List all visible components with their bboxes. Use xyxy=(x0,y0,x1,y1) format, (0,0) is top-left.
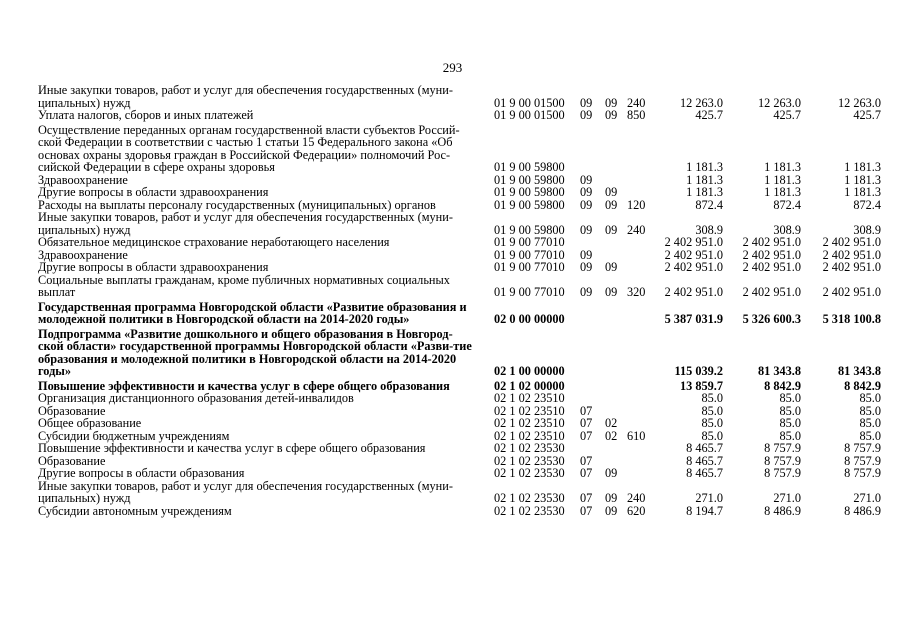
row-name: Государственная программа Новгородской области «Развитие образования и молодежной политики в Новгородской области на 2014-2020 годы» xyxy=(38,299,467,326)
row-name: Другие вопросы в области здравоохранения xyxy=(38,185,269,199)
row-expense-type: 240 xyxy=(627,95,646,110)
row-name: Другие вопросы в области здравоохранения xyxy=(38,260,269,274)
row-expense-type: 320 xyxy=(627,285,646,299)
row-name: Другие вопросы в области образования xyxy=(38,466,245,480)
row-section: 07 xyxy=(580,466,593,480)
row-value-year3: 1 181.3 xyxy=(844,160,881,174)
row-value-year3: 425.7 xyxy=(853,108,881,122)
row-value-year3: 2 402 951.0 xyxy=(822,235,881,249)
row-name: Иные закупки товаров, работ и услуг для обеспечения государственных (муни-ципальных) нужд xyxy=(38,83,453,110)
row-value-year2: 2 402 951.0 xyxy=(742,247,801,262)
row-value-year1: 271.0 xyxy=(695,491,723,505)
row-code: 01 9 00 77010 xyxy=(494,247,565,262)
row-value-year2: 308.9 xyxy=(773,222,801,237)
row-code: 01 9 00 59800 xyxy=(494,197,565,212)
row-value-year3: 5 318 100.8 xyxy=(822,312,881,326)
row-code: 01 9 00 77010 xyxy=(494,285,565,299)
row-code: 02 1 02 00000 xyxy=(494,378,565,393)
row-expense-type: 120 xyxy=(627,197,646,212)
row-code: 02 1 00 00000 xyxy=(494,364,565,378)
table-row xyxy=(38,211,883,236)
row-value-year3: 81 343.8 xyxy=(837,364,881,378)
row-subsection: 09 xyxy=(605,197,618,212)
row-code: 02 0 00 00000 xyxy=(494,312,565,326)
table-row xyxy=(38,301,883,326)
row-subsection: 09 xyxy=(605,491,618,505)
row-value-year3: 2 402 951.0 xyxy=(822,260,881,274)
row-value-year2: 8 486.9 xyxy=(764,503,801,518)
row-code: 02 1 02 23510 xyxy=(494,403,565,418)
row-code: 02 1 02 23530 xyxy=(494,441,565,455)
row-value-year1: 13 859.7 xyxy=(679,378,723,393)
row-expense-type: 610 xyxy=(627,428,646,443)
row-section: 09 xyxy=(580,222,593,237)
row-section: 07 xyxy=(580,428,593,443)
row-value-year2: 85.0 xyxy=(779,391,801,405)
table-row xyxy=(38,467,883,480)
row-value-year3: 8 842.9 xyxy=(844,378,881,393)
table-row xyxy=(38,505,883,518)
table-row xyxy=(38,392,883,405)
row-value-year3: 85.0 xyxy=(859,403,881,418)
row-subsection: 09 xyxy=(605,185,618,199)
row-value-year2: 85.0 xyxy=(779,428,801,443)
row-name: Социальные выплаты гражданам, кроме публичных нормативных социальных выплат xyxy=(38,272,450,299)
table-row xyxy=(38,109,883,122)
row-code: 01 9 00 59800 xyxy=(494,160,565,174)
table-row xyxy=(38,405,883,418)
row-value-year3: 8 757.9 xyxy=(844,441,881,455)
page-number: 293 xyxy=(442,60,463,75)
row-subsection: 02 xyxy=(605,416,618,430)
row-name: Здравоохранение xyxy=(38,172,128,187)
row-subsection: 09 xyxy=(605,95,618,110)
row-section: 07 xyxy=(580,491,593,505)
row-value-year2: 2 402 951.0 xyxy=(742,235,801,249)
table-row xyxy=(38,236,883,249)
row-subsection: 09 xyxy=(605,503,618,518)
row-value-year2: 5 326 600.3 xyxy=(742,312,801,326)
row-name: Обязательное медицинское страхование неработающего населения xyxy=(38,235,390,249)
row-subsection: 02 xyxy=(605,428,618,443)
row-value-year1: 8 465.7 xyxy=(686,441,723,455)
row-expense-type: 620 xyxy=(627,503,646,518)
row-value-year1: 2 402 951.0 xyxy=(664,260,723,274)
row-value-year2: 425.7 xyxy=(773,108,801,122)
row-value-year2: 1 181.3 xyxy=(764,172,801,187)
row-name: Повышение эффективности и качества услуг в сфере общего образования xyxy=(38,378,450,393)
row-section: 07 xyxy=(580,503,593,518)
row-value-year3: 872.4 xyxy=(853,197,881,212)
row-value-year1: 2 402 951.0 xyxy=(664,285,723,299)
row-value-year3: 1 181.3 xyxy=(844,185,881,199)
row-subsection: 09 xyxy=(605,466,618,480)
table-row xyxy=(38,480,883,505)
row-expense-type: 240 xyxy=(627,222,646,237)
row-value-year3: 85.0 xyxy=(859,428,881,443)
row-subsection: 09 xyxy=(605,108,618,122)
row-subsection: 09 xyxy=(605,222,618,237)
row-value-year1: 8 465.7 xyxy=(686,453,723,468)
row-value-year2: 2 402 951.0 xyxy=(742,260,801,274)
row-value-year2: 2 402 951.0 xyxy=(742,285,801,299)
row-name: Субсидии автономным учреждениям xyxy=(38,503,232,518)
row-value-year3: 12 263.0 xyxy=(837,95,881,110)
row-subsection: 09 xyxy=(605,285,618,299)
row-value-year2: 85.0 xyxy=(779,403,801,418)
row-value-year2: 8 757.9 xyxy=(764,441,801,455)
row-section: 09 xyxy=(580,185,593,199)
row-code: 01 9 00 77010 xyxy=(494,260,565,274)
row-section: 07 xyxy=(580,416,593,430)
row-code: 01 9 00 01500 xyxy=(494,95,565,110)
row-value-year1: 8 465.7 xyxy=(686,466,723,480)
row-name: Образование xyxy=(38,403,106,418)
row-value-year2: 85.0 xyxy=(779,416,801,430)
row-expense-type: 850 xyxy=(627,108,646,122)
row-name: Здравоохранение xyxy=(38,247,128,262)
row-value-year2: 8 757.9 xyxy=(764,466,801,480)
row-value-year3: 271.0 xyxy=(853,491,881,505)
row-subsection: 09 xyxy=(605,260,618,274)
row-value-year3: 2 402 951.0 xyxy=(822,285,881,299)
table-row xyxy=(38,261,883,274)
row-section: 09 xyxy=(580,260,593,274)
row-value-year3: 2 402 951.0 xyxy=(822,247,881,262)
row-value-year2: 8 757.9 xyxy=(764,453,801,468)
row-name: Общее образование xyxy=(38,416,142,430)
row-value-year1: 8 194.7 xyxy=(686,503,723,518)
row-value-year1: 12 263.0 xyxy=(679,95,723,110)
row-value-year2: 1 181.3 xyxy=(764,160,801,174)
row-code: 02 1 02 23510 xyxy=(494,428,565,443)
row-value-year1: 308.9 xyxy=(695,222,723,237)
row-value-year1: 872.4 xyxy=(695,197,723,212)
row-value-year3: 8 486.9 xyxy=(844,503,881,518)
row-name: Организация дистанционного образования детей-инвалидов xyxy=(38,391,354,405)
table-row xyxy=(38,124,883,174)
table-row xyxy=(38,442,883,455)
row-code: 01 9 00 01500 xyxy=(494,108,565,122)
row-value-year3: 1 181.3 xyxy=(844,172,881,187)
row-value-year2: 12 263.0 xyxy=(757,95,801,110)
row-value-year1: 425.7 xyxy=(695,108,723,122)
row-section: 09 xyxy=(580,172,593,187)
row-value-year2: 81 343.8 xyxy=(757,364,801,378)
row-name: Образование xyxy=(38,453,106,468)
row-code: 02 1 02 23530 xyxy=(494,491,565,505)
row-section: 09 xyxy=(580,285,593,299)
row-code: 01 9 00 59800 xyxy=(494,172,565,187)
row-value-year1: 2 402 951.0 xyxy=(664,247,723,262)
row-name: Субсидии бюджетным учреждениям xyxy=(38,428,230,443)
row-code: 02 1 02 23510 xyxy=(494,391,565,405)
row-code: 01 9 00 77010 xyxy=(494,235,565,249)
row-value-year3: 85.0 xyxy=(859,391,881,405)
row-value-year1: 2 402 951.0 xyxy=(664,235,723,249)
table-row xyxy=(38,328,883,378)
row-value-year1: 1 181.3 xyxy=(686,160,723,174)
row-section: 07 xyxy=(580,453,593,468)
table-row xyxy=(38,84,883,109)
row-name: Иные закупки товаров, работ и услуг для обеспечения государственных (муни-ципальных) нужд xyxy=(38,210,453,237)
row-code: 02 1 02 23530 xyxy=(494,466,565,480)
row-section: 09 xyxy=(580,247,593,262)
row-section: 09 xyxy=(580,95,593,110)
row-value-year1: 115 039.2 xyxy=(674,364,723,378)
table-row xyxy=(38,274,883,299)
row-value-year1: 5 387 031.9 xyxy=(664,312,723,326)
row-value-year2: 1 181.3 xyxy=(764,185,801,199)
row-section: 09 xyxy=(580,197,593,212)
row-value-year3: 8 757.9 xyxy=(844,453,881,468)
row-code: 01 9 00 59800 xyxy=(494,185,565,199)
row-value-year3: 308.9 xyxy=(853,222,881,237)
row-value-year1: 1 181.3 xyxy=(686,172,723,187)
row-value-year3: 85.0 xyxy=(859,416,881,430)
row-section: 07 xyxy=(580,403,593,418)
row-name: Повышение эффективности и качества услуг в сфере общего образования xyxy=(38,441,426,455)
row-code: 01 9 00 59800 xyxy=(494,222,565,237)
row-code: 02 1 02 23510 xyxy=(494,416,565,430)
row-code: 02 1 02 23530 xyxy=(494,453,565,468)
row-value-year1: 1 181.3 xyxy=(686,185,723,199)
row-name: Подпрограмма «Развитие дошкольного и общего образования в Новгород-ской области» государственной программы Новгородской области «Разви-тие образования и молодежной политики в Новгородской области на 2014-2020 годы» xyxy=(38,326,472,378)
row-name: Иные закупки товаров, работ и услуг для обеспечения государственных (муни-ципальных) нужд xyxy=(38,478,453,505)
row-section: 09 xyxy=(580,108,593,122)
row-value-year2: 8 842.9 xyxy=(764,378,801,393)
row-code: 02 1 02 23530 xyxy=(494,503,565,518)
row-value-year1: 85.0 xyxy=(701,416,723,430)
budget-table xyxy=(38,84,883,517)
row-name: Осуществление переданных органам государственной власти субъектов Россий-ской Федерации в соответствии с частью 1 статьи 15 Федерального закона «Об основах охраны здоровья граждан в Российской Федерации» полномочий Рос-сийской Федерации в сфере охраны здоровья xyxy=(38,122,460,174)
table-row xyxy=(38,417,883,430)
row-expense-type: 240 xyxy=(627,491,646,505)
row-value-year3: 8 757.9 xyxy=(844,466,881,480)
row-value-year1: 85.0 xyxy=(701,403,723,418)
row-value-year1: 85.0 xyxy=(701,428,723,443)
row-value-year2: 872.4 xyxy=(773,197,801,212)
row-name: Расходы на выплаты персоналу государственных (муниципальных) органов xyxy=(38,197,436,212)
row-name: Уплата налогов, сборов и иных платежей xyxy=(38,108,254,122)
row-value-year2: 271.0 xyxy=(773,491,801,505)
row-value-year1: 85.0 xyxy=(701,391,723,405)
table-row xyxy=(38,186,883,199)
